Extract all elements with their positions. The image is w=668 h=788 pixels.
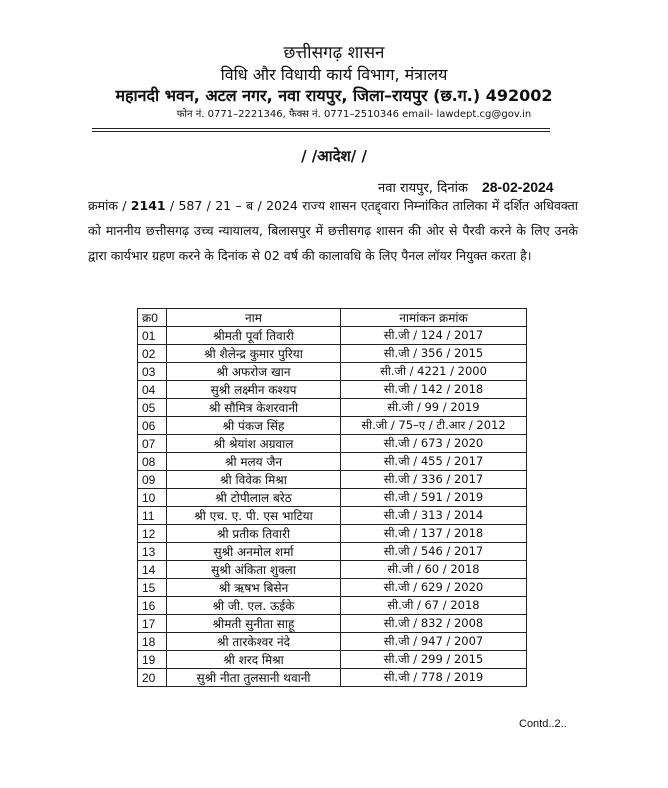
serial-cell: 05 xyxy=(138,399,167,417)
enrollment-cell: सी.जी / 832 / 2008 xyxy=(341,615,527,633)
enrollment-cell: सी.जी / 60 / 2018 xyxy=(341,561,527,579)
serial-cell: 19 xyxy=(138,651,167,669)
enrollment-cell: सी.जी / 124 / 2017 xyxy=(341,327,527,345)
table-row xyxy=(138,381,527,399)
enrollment-cell: सी.जी / 629 / 2020 xyxy=(341,579,527,597)
order-suffix: / 587 / 21 – ब / 2024 xyxy=(165,198,298,213)
enrollment-cell: सी.जी / 313 / 2014 xyxy=(341,507,527,525)
column-header-serial: क्र0 xyxy=(138,309,167,327)
table-row xyxy=(138,417,527,435)
table-row xyxy=(138,363,527,381)
table-row xyxy=(138,561,527,579)
table-row xyxy=(138,489,527,507)
serial-cell: 02 xyxy=(138,345,167,363)
name-cell: श्री विवेक मिश्रा xyxy=(167,471,341,489)
office-address: महानदी भवन, अटल नगर, नवा रायपुर, जिला–रायपुर (छ.ग.) 492002 xyxy=(115,86,553,105)
name-cell: श्री श्रेयांश अग्रवाल xyxy=(167,435,341,453)
table-row xyxy=(138,633,527,651)
serial-cell: 04 xyxy=(138,381,167,399)
serial-cell: 07 xyxy=(138,435,167,453)
serial-cell: 16 xyxy=(138,597,167,615)
enrollment-cell: सी.जी / 336 / 2017 xyxy=(341,471,527,489)
name-cell: श्री एच. ए. पी. एस भाटिया xyxy=(167,507,341,525)
enrollment-cell: सी.जी / 67 / 2018 xyxy=(341,597,527,615)
enrollment-cell: सी.जी / 356 / 2015 xyxy=(341,345,527,363)
order-date: 28-02-2024 xyxy=(481,179,554,195)
serial-cell: 11 xyxy=(138,507,167,525)
serial-cell: 08 xyxy=(138,453,167,471)
name-cell: श्री सौमित्र केशरवानी xyxy=(167,399,341,417)
table-row xyxy=(138,543,527,561)
order-text: राज्य शासन एतद्द्वारा निम्नांकित तालिका में दर्शित अधिवक्ता को माननीय छत्तीसगढ़ उच्च न्यायालय, बिलासपुर में छत्तीसगढ़ शासन की ओर से पैरवी करने के लिए उनके द्वारा कार्यभार ग्रहण करने के दिनांक से 02 वर्ष की कालावधि के लिए पैनल लॉयर नियुक्त करता है। xyxy=(88,198,578,263)
name-cell: श्रीमती सुनीता साहू xyxy=(167,615,341,633)
name-cell: सुश्री अनमोल शर्मा xyxy=(167,543,341,561)
enrollment-cell: सी.जी / 673 / 2020 xyxy=(341,435,527,453)
name-cell: श्री मलय जैन xyxy=(167,453,341,471)
table-row xyxy=(138,579,527,597)
table-row xyxy=(138,507,527,525)
name-cell: श्री शैलेन्द्र कुमार पुरिया xyxy=(167,345,341,363)
name-cell: सुश्री अंकिता शुक्ला xyxy=(167,561,341,579)
contact-line: फोन नं. 0771–2221346, फैक्स नं. 0771–2510346 email- lawdept.cg@gov.in xyxy=(176,109,532,120)
letterhead xyxy=(0,42,668,123)
name-cell: सुश्री नीता तुलसानी थवानी xyxy=(167,669,341,687)
serial-cell: 13 xyxy=(138,543,167,561)
table-row xyxy=(138,399,527,417)
name-cell: श्री ऋषभ बिसेन xyxy=(167,579,341,597)
enrollment-cell: सी.जी / 137 / 2018 xyxy=(341,525,527,543)
table-row xyxy=(138,471,527,489)
serial-cell: 09 xyxy=(138,471,167,489)
name-cell: श्रीमती पूर्वा तिवारी xyxy=(167,327,341,345)
serial-cell: 18 xyxy=(138,633,167,651)
name-cell: श्री अफरोज खान xyxy=(167,363,341,381)
serial-cell: 10 xyxy=(138,489,167,507)
header-rule-bottom xyxy=(92,131,550,132)
order-number: 2141 xyxy=(130,198,166,213)
serial-cell: 12 xyxy=(138,525,167,543)
table-row xyxy=(138,435,527,453)
name-cell: श्री पंकज सिंह xyxy=(167,417,341,435)
table-row xyxy=(138,597,527,615)
serial-cell: 01 xyxy=(138,327,167,345)
table-row xyxy=(138,651,527,669)
name-cell: सुश्री लक्ष्मीन कश्यप xyxy=(167,381,341,399)
serial-cell: 17 xyxy=(138,615,167,633)
serial-cell: 14 xyxy=(138,561,167,579)
table-row xyxy=(138,453,527,471)
enrollment-cell: सी.जी / 299 / 2015 xyxy=(341,651,527,669)
column-header-name: नाम xyxy=(167,309,341,327)
table-header-row xyxy=(138,309,527,327)
enrollment-cell: सी.जी / 546 / 2017 xyxy=(341,543,527,561)
enrollment-cell: सी.जी / 99 / 2019 xyxy=(341,399,527,417)
name-cell: श्री शरद मिश्रा xyxy=(167,651,341,669)
table-row xyxy=(138,327,527,345)
enrollment-cell: सी.जी / 591 / 2019 xyxy=(341,489,527,507)
table-row xyxy=(138,615,527,633)
enrollment-cell: सी.जी / 455 / 2017 xyxy=(341,453,527,471)
serial-cell: 20 xyxy=(138,669,167,687)
place-label: नवा रायपुर, दिनांक xyxy=(378,181,468,196)
serial-cell: 03 xyxy=(138,363,167,381)
column-header-enrollment: नामांकन क्रमांक xyxy=(341,309,527,327)
serial-cell: 15 xyxy=(138,579,167,597)
table-row xyxy=(138,669,527,687)
table-row xyxy=(138,345,527,363)
enrollment-cell: सी.जी / 778 / 2019 xyxy=(341,669,527,687)
enrollment-cell: सी.जी / 75–ए / टी.आर / 2012 xyxy=(341,417,527,435)
order-prefix: क्रमांक / xyxy=(88,198,131,213)
government-name: छत्तीसगढ़ शासन xyxy=(283,43,385,63)
serial-cell: 06 xyxy=(138,417,167,435)
name-cell: श्री तारकेश्वर नंदे xyxy=(167,633,341,651)
name-cell: श्री टोपीलाल बरेठ xyxy=(167,489,341,507)
enrollment-cell: सी.जी / 947 / 2007 xyxy=(341,633,527,651)
header-rule-top xyxy=(92,128,550,129)
enrollment-cell: सी.जी / 4221 / 2000 xyxy=(341,363,527,381)
order-paragraph xyxy=(88,193,578,268)
continuation-note: Contd..2.. xyxy=(519,718,567,730)
name-cell: श्री जी. एल. ऊईके xyxy=(167,597,341,615)
enrollment-cell: सी.जी / 142 / 2018 xyxy=(341,381,527,399)
name-cell: श्री प्रतीक तिवारी xyxy=(167,525,341,543)
panel-lawyer-table xyxy=(137,308,527,687)
table-row xyxy=(138,525,527,543)
department-name: विधि और विधायी कार्य विभाग, मंत्रालय xyxy=(220,65,448,84)
order-title: / /आदेश/ / xyxy=(301,147,367,165)
